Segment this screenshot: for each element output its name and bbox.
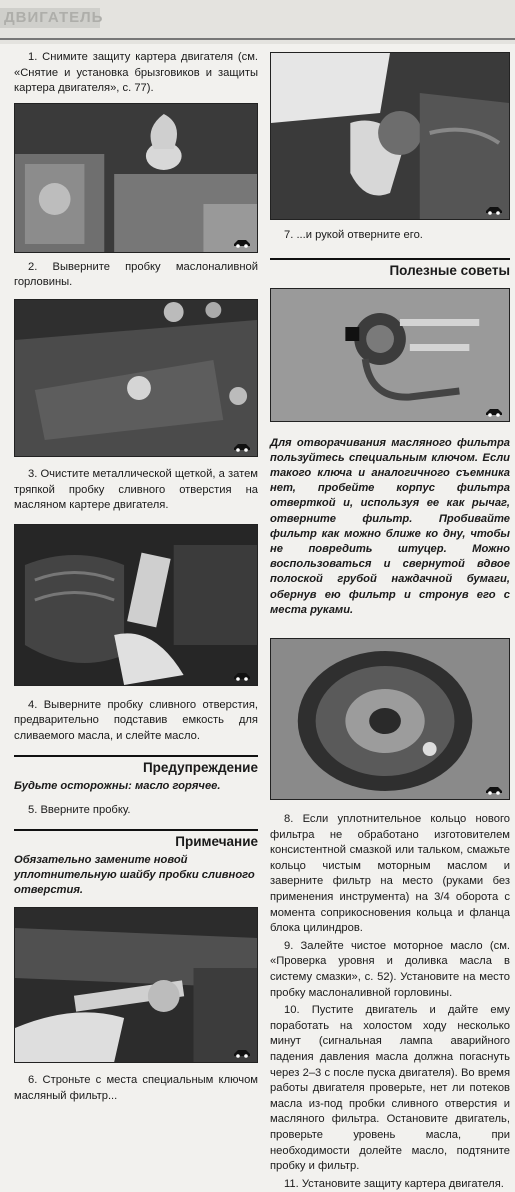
car-lift-icon [485,203,503,215]
photo-oil-filler-cap [14,103,258,253]
warning-heading: Предупреждение [14,755,258,777]
step-6-text: 6. Строньте с места специальным ключом масляный фильтр... [14,1074,258,1102]
step-4-text: 4. Выверните пробку сливного отверстия, предварительно подставив емкость для сливаемого масла, и слейте масло. [14,698,258,742]
warning-text: Будьте осторожны: масло горячее. [14,779,221,792]
step-8-text: 8. Если уплотнительное кольцо нового фильтра не обработано изготовителем консистентной смазкой или тальком, смажьте кольцо чистым моторным маслом и заверните фильтр на место (руками без применения инструмента) на 3/4 оборота с момента соприкосновения кольца и фланца блока цилиндров. [270,813,510,935]
engine-photo-4 [15,908,257,1062]
photo-drain-wrench [14,524,258,686]
right-column [270,44,510,1192]
car-lift-icon [233,1046,251,1058]
step-11-text: 11. Установите защиту картера двигателя. [284,1177,504,1190]
left-column [14,44,258,1105]
photo-hand-unscrew [270,52,510,220]
note-heading: Примечание [14,829,258,851]
car-lift-icon [233,440,251,452]
engine-photo-2 [15,300,257,456]
step-7-text: 7. ...и рукой отверните его. [284,229,423,241]
engine-photo-1 [15,104,257,252]
photo-filter-tool [270,288,510,422]
photo-drain-plug [14,299,258,457]
engine-photo-3 [15,525,257,685]
photo-filter-wrench [14,907,258,1063]
tips-text: Для отворачивания масляного фильтра пользуйтесь специальным ключом. Если такого ключа и аналогичного съемника нет, пробейте корпус фильтра отверткой и, используя ее как рычаг, отверните фильтр. Пробивайте фильтр как можно ближе ко дну, чтобы не повредить штуцер. Можно воспользоваться и свернутой вдвое полоской грубой наждачной бумаги, обернув ею фильтр и стронув его с места руками. [270,436,510,616]
step-5-text: 5. Вверните пробку. [28,804,131,817]
filter-wrench-photo [271,289,509,421]
step-1-text: 1. Снимите защиту картера двигателя (см. «Снятие и установка брызговиков и защиты картера двигателя», с. 77). [14,51,258,95]
car-lift-icon [485,405,503,417]
oil-filter-photo [271,639,509,799]
photo-new-filter [270,638,510,800]
car-lift-icon [485,783,503,795]
page-header [0,0,515,44]
step-9-text: 9. Залейте чистое моторное масло (см. «Проверка уровня и доливка масла в систему смазки», с. 52). Установите на место пробку маслоналивной горловины. [270,939,510,999]
header-rule [0,38,515,40]
section-tag: ДВИГАТЕЛЬ [0,8,100,28]
step-10-text: 10. Пустите двигатель и дайте ему поработать на холостом ходу несколько минут (сигнальная лампа аварийного падения давления масла должна погаснуть через 2–3 с после пуска двигателя). Во время работы двигателя проверьте, нет ли потеков масла из-под пробки сливного отверстия и масляного фильтра. Остановите двигатель, проверьте уровень масла, при необходимости долейте масло, подтяните пробку и фильтр. [270,1004,510,1173]
engine-photo-5 [271,53,509,219]
car-lift-icon [233,669,251,681]
note-text: Обязательно замените новой уплотнительную шайбу пробки сливного отверстия. [14,853,255,896]
step-2-text: 2. Выверните пробку маслоналивной горловины. [14,260,258,289]
tips-heading: Полезные советы [270,258,510,280]
car-lift-icon [233,236,251,248]
step-3-text: 3. Очистите металлической щеткой, а затем тряпкой пробку сливного отверстия на масляном картере двигателя. [14,467,258,512]
